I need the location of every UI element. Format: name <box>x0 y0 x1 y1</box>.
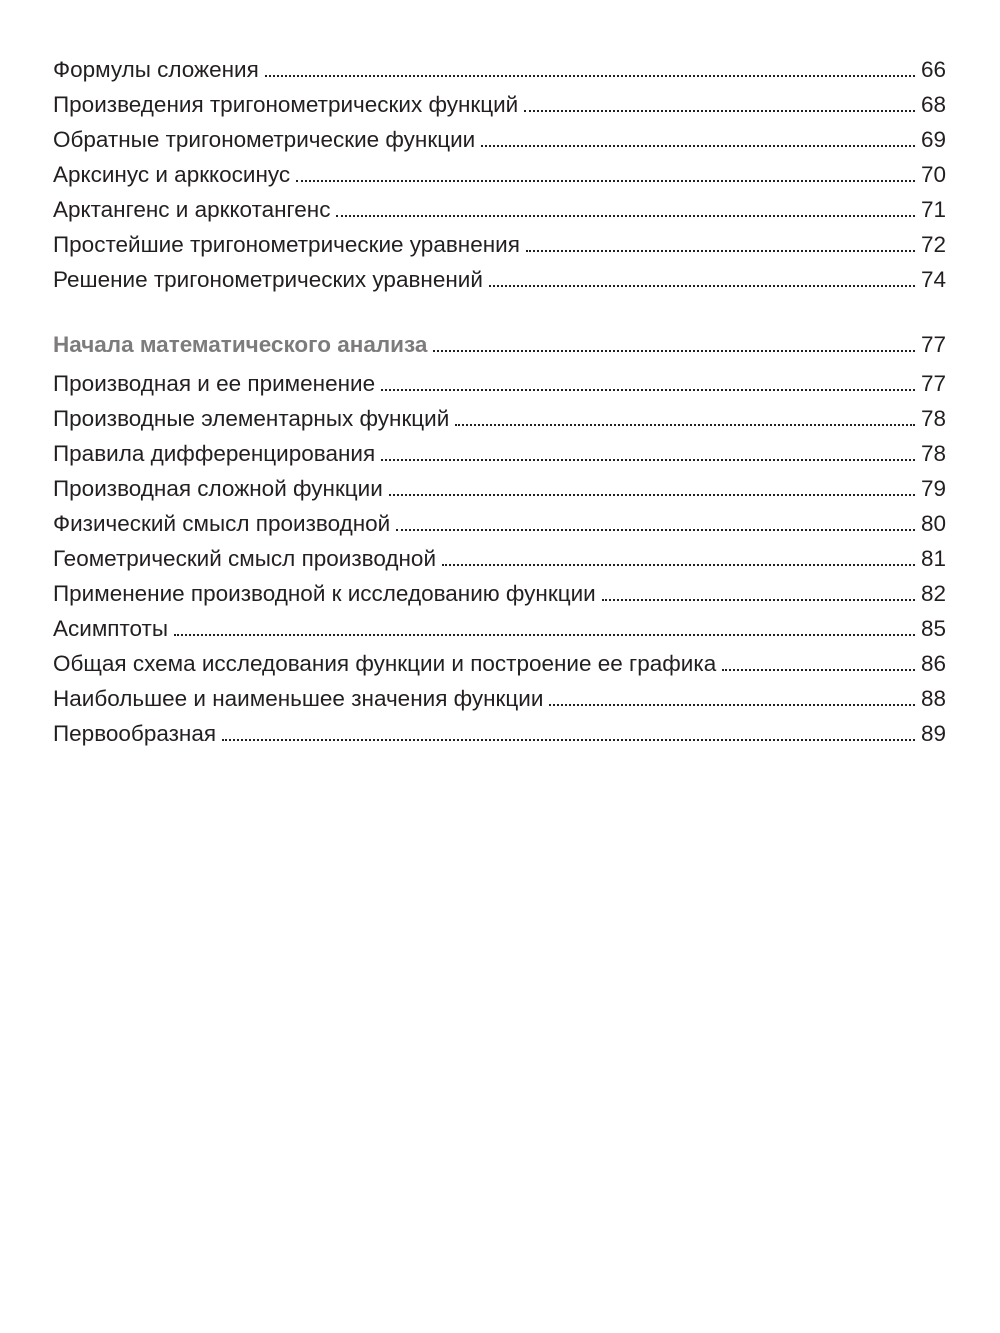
dot-leader <box>602 599 915 601</box>
toc-entry-title: Решение тригонометрических уравнений <box>53 267 483 292</box>
toc-entry[interactable] <box>53 262 946 297</box>
section-title: Начала математического анализа <box>53 332 428 357</box>
toc-entry-page: 72 <box>920 232 946 257</box>
dot-leader <box>396 529 915 531</box>
toc-entry-page: 77 <box>920 371 946 396</box>
toc-entry[interactable] <box>53 122 946 157</box>
toc-entry[interactable] <box>53 401 946 436</box>
toc-entry-title: Производные элементарных функций <box>53 406 450 431</box>
toc-entry-title: Арксинус и арккосинус <box>53 162 291 187</box>
section-spacer <box>53 297 946 324</box>
toc-entry-page: 78 <box>920 441 946 466</box>
toc-entry[interactable] <box>53 436 946 471</box>
toc-entry-title: Простейшие тригонометрические уравнения <box>53 232 520 257</box>
dot-leader <box>381 389 915 391</box>
toc-entry[interactable] <box>53 576 946 611</box>
dot-leader <box>433 350 915 352</box>
toc-entry-page: 79 <box>920 476 946 501</box>
toc-entry[interactable] <box>53 506 946 541</box>
toc-entry[interactable] <box>53 192 946 227</box>
dot-leader <box>489 285 915 287</box>
toc-section-heading[interactable] <box>53 324 946 366</box>
dot-leader <box>389 494 915 496</box>
toc-entry-page: 82 <box>920 581 946 606</box>
toc-entry-page: 78 <box>920 406 946 431</box>
dot-leader <box>549 704 915 706</box>
toc-entry-page: 71 <box>920 197 946 222</box>
dot-leader <box>455 424 915 426</box>
toc-entry-title: Применение производной к исследованию функции <box>53 581 596 606</box>
toc-entry-title: Геометрический смысл производной <box>53 546 437 571</box>
toc-entry-title: Производная и ее применение <box>53 371 376 396</box>
toc-entry-title: Физический смысл производной <box>53 511 391 536</box>
toc-entry-page: 85 <box>920 616 946 641</box>
toc-entry-page: 70 <box>920 162 946 187</box>
toc-entry-page: 86 <box>920 651 946 676</box>
table-of-contents <box>53 52 946 751</box>
toc-entry-page: 81 <box>920 546 946 571</box>
toc-entry-title: Произведения тригонометрических функций <box>53 92 519 117</box>
toc-entry-title: Первообразная <box>53 721 217 746</box>
dot-leader <box>381 459 915 461</box>
toc-entry[interactable] <box>53 366 946 401</box>
toc-entry[interactable] <box>53 716 946 751</box>
toc-entry-title: Арктангенс и арккотангенс <box>53 197 331 222</box>
toc-entry-title: Общая схема исследования функции и построение ее графика <box>53 651 717 676</box>
dot-leader <box>722 669 915 671</box>
toc-entry-title: Производная сложной функции <box>53 476 383 501</box>
toc-entry[interactable] <box>53 681 946 716</box>
toc-entry-title: Асимптоты <box>53 616 169 641</box>
toc-entry[interactable] <box>53 157 946 192</box>
toc-entry-title: Обратные тригонометрические функции <box>53 127 476 152</box>
dot-leader <box>296 180 915 182</box>
toc-entry-title: Формулы сложения <box>53 57 259 82</box>
toc-entry-page: 88 <box>920 686 946 711</box>
dot-leader <box>222 739 915 741</box>
toc-entry-page: 80 <box>920 511 946 536</box>
toc-entry[interactable] <box>53 611 946 646</box>
toc-entry-title: Наибольшее и наименьшее значения функции <box>53 686 544 711</box>
dot-leader <box>174 634 915 636</box>
dot-leader <box>481 145 915 147</box>
dot-leader <box>336 215 915 217</box>
toc-entry[interactable] <box>53 227 946 262</box>
dot-leader <box>524 110 915 112</box>
toc-entry[interactable] <box>53 541 946 576</box>
toc-entry-page: 66 <box>920 57 946 82</box>
toc-entry-page: 69 <box>920 127 946 152</box>
dot-leader <box>442 564 915 566</box>
toc-entry-page: 89 <box>920 721 946 746</box>
section-page: 77 <box>920 332 946 357</box>
toc-entry[interactable] <box>53 87 946 122</box>
toc-entry[interactable] <box>53 471 946 506</box>
toc-entry[interactable] <box>53 52 946 87</box>
toc-entry-page: 68 <box>920 92 946 117</box>
toc-entry-page: 74 <box>920 267 946 292</box>
toc-entry[interactable] <box>53 646 946 681</box>
dot-leader <box>265 75 915 77</box>
dot-leader <box>526 250 915 252</box>
toc-entry-title: Правила дифференцирования <box>53 441 376 466</box>
